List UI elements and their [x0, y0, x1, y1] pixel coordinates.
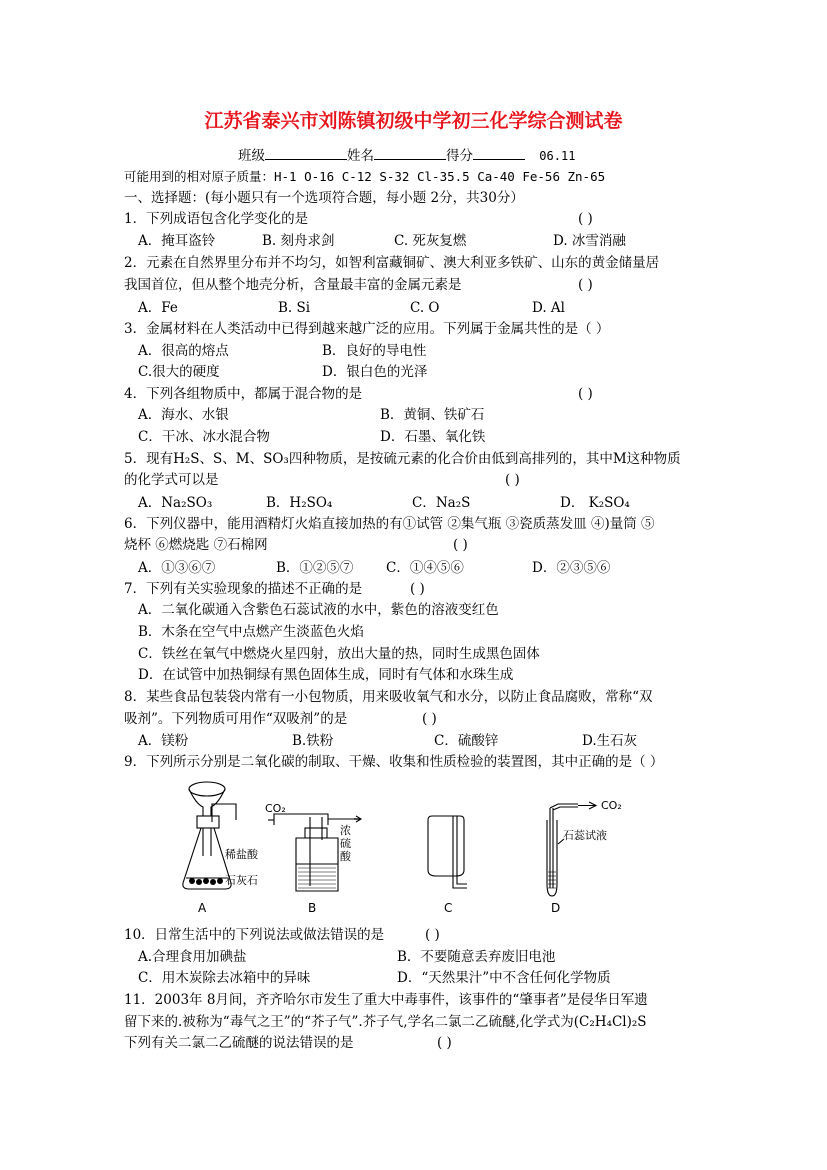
q5-answer-paren: ( )	[505, 472, 520, 488]
q5-stem-line1: 5．现有H₂S、S、M、SO₃四种物质，是按硫元素的化合价由低到高排列的，其中M这种物质	[124, 451, 681, 467]
q6-option-a: A．①③⑥⑦	[138, 560, 216, 576]
q1-option-b: B. 刻舟求剑	[262, 233, 335, 249]
q10-stem: 10．日常生活中的下列说法或做法错误的是	[124, 927, 385, 943]
q1-option-a: A．掩耳盗铃	[138, 233, 216, 249]
q5-option-c: C．Na₂S	[412, 495, 471, 511]
q11-stem-line1: 11．2003年 8月间，齐齐哈尔市发生了重大中毒事件，该事件的“肇事者”是侵华日军遗	[124, 992, 648, 1008]
q4-option-a: A．海水、水银	[138, 407, 229, 423]
q7-option-a: A．二氧化碳通入含紫色石蕊试液的水中，紫色的溶液变红色	[138, 602, 499, 618]
q8-option-b: B.铁粉	[292, 733, 334, 749]
q4-answer-paren: ( )	[578, 386, 593, 402]
q8-option-a: A．镁粉	[138, 733, 189, 749]
q6-option-d: D．②③⑤⑥	[532, 560, 611, 576]
label-co2-d: CO₂	[601, 799, 622, 812]
label-conc-h2so4-2: 硫	[340, 837, 351, 850]
q3-option-c: C.很大的硬度	[138, 364, 220, 380]
label-litmus: 石蕊试液	[563, 829, 607, 842]
q10-option-a: A.合理食用加碘盐	[138, 949, 247, 965]
q2-stem-line1: 2．元素在自然界里分布并不均匀，如智利富藏铜矿、澳大利亚多铁矿、山东的黄金储量居	[124, 255, 660, 271]
q6-answer-paren: ( )	[453, 537, 468, 553]
q8-answer-paren: ( )	[422, 711, 437, 727]
q3-option-b: B．良好的导电性	[322, 343, 427, 359]
exam-date: 06.11	[539, 149, 576, 163]
q4-option-b: B．黄铜、铁矿石	[380, 407, 485, 423]
label-conc-h2so4-3: 酸	[340, 850, 351, 863]
q6-stem-line1: 6．下列仪器中，能用酒精灯火焰直接加热的有①试管 ②集气瓶 ③瓷质蒸发皿 ④)量筒 ⑤	[124, 516, 655, 532]
apparatus-figure	[170, 776, 650, 918]
q10-answer-paren: ( )	[425, 927, 440, 943]
q4-option-c: C．干冰、冰水混合物	[138, 429, 270, 445]
section-heading: 一、选择题：(每小题只有一个选项符合题，每小题 2分，共30分）	[124, 190, 524, 206]
q5-option-d: D． K₂SO₄	[560, 495, 630, 511]
q8-option-c: C．硫酸锌	[434, 733, 499, 749]
caption-b: B	[308, 901, 317, 915]
q11-stem-line2: 留下来的.被称为“毒气之王”的“芥子气”.芥子气,学名二氯二乙硫醚,化学式为(C₂H₄Cl)₂S	[124, 1014, 647, 1030]
q7-option-d: D．在试管中加热铜绿有黑色固体生成，同时有气体和水珠生成	[138, 667, 514, 683]
caption-c: C	[444, 901, 453, 915]
q10-option-b: B．不要随意丢弃废旧电池	[397, 949, 556, 965]
q2-option-a: A．Fe	[138, 300, 178, 316]
label-conc-h2so4-1: 浓	[340, 824, 351, 837]
q4-stem: 4．下列各组物质中，都属于混合物的是	[124, 386, 363, 402]
q8-option-d: D.生石灰	[582, 733, 638, 749]
q9-stem: 9．下列所示分别是二氧化碳的制取、干燥、收集和性质检验的装置图，其中正确的是（ ）	[124, 754, 664, 770]
q2-answer-paren: ( )	[578, 277, 593, 293]
name-blank	[374, 146, 446, 160]
q7-option-b: B．木条在空气中点燃产生淡蓝色火焰	[138, 624, 364, 640]
q3-stem: 3．金属材料在人类活动中已得到越来越广泛的应用。下列属于金属共性的是（ ）	[124, 321, 610, 337]
score-blank	[473, 146, 525, 160]
apparatus-a	[183, 782, 236, 889]
caption-d: D	[551, 901, 561, 915]
q10-option-c: C．用木炭除去冰箱中的异味	[138, 970, 311, 986]
q6-option-b: B．①②⑤⑦	[276, 560, 354, 576]
q6-option-c: C．①④⑤⑥	[386, 560, 464, 576]
label-co2-b: CO₂	[265, 802, 286, 815]
q11-stem-line3: 下列有关二氯二乙硫醚的说法错误的是	[124, 1035, 354, 1051]
q5-stem-line2: 的化学式可以是	[124, 472, 219, 488]
q1-answer-paren: ( )	[578, 211, 593, 227]
apparatus-d	[547, 804, 578, 896]
caption-a: A	[198, 901, 207, 915]
q11-answer-paren: ( )	[437, 1035, 452, 1051]
name-label: 姓名	[347, 148, 374, 164]
q7-answer-paren: ( )	[410, 581, 425, 597]
q4-option-d: D．石墨、氧化铁	[380, 429, 486, 445]
q3-option-a: A．很高的熔点	[138, 343, 229, 359]
q1-stem: 1．下列成语包含化学变化的是	[124, 211, 309, 227]
exam-header	[238, 146, 575, 165]
q2-option-c: C. O	[410, 300, 440, 316]
q7-option-c: C．铁丝在氧气中燃烧火星四射，放出大量的热，同时生成黑色固体	[138, 646, 540, 662]
q10-option-d: D．“天然果汁”中不含任何化学物质	[397, 970, 611, 986]
q1-option-d: D. 冰雪消融	[553, 233, 626, 249]
label-dilute-hcl: 稀盐酸	[225, 848, 258, 861]
apparatus-c	[428, 816, 467, 888]
label-limestone: 石灰石	[225, 874, 258, 887]
q6-stem-line2: 烧杯 ⑥燃烧匙 ⑦石棉网	[124, 537, 268, 553]
q2-option-d: D. Al	[532, 300, 565, 316]
class-blank	[265, 146, 347, 160]
atomic-mass-line: 可能用到的相对原子质量：H-1 O-16 C-12 S-32 Cl-35.5 Ca-40 Fe-56 Zn-65	[124, 169, 606, 184]
q1-option-c: C. 死灰复燃	[394, 233, 467, 249]
score-label: 得分	[446, 148, 473, 164]
q8-stem-line2: 吸剂”。下列物质可用作“双吸剂”的是	[124, 711, 348, 727]
q3-option-d: D．银白色的光泽	[322, 364, 428, 380]
page-title: 江苏省泰兴市刘陈镇初级中学初三化学综合测试卷	[204, 110, 623, 132]
q7-stem: 7．下列有关实验现象的描述不正确的是	[124, 581, 363, 597]
q5-option-a: A．Na₂SO₃	[138, 495, 213, 511]
q8-stem-line1: 8．某些食品包装袋内常有一小包物质，用来吸收氧气和水分，以防止食品腐败，常称“双	[124, 689, 653, 705]
q5-option-b: B．H₂SO₄	[266, 495, 333, 511]
q2-stem-line2: 我国首位，但从整个地壳分析，含量最丰富的金属元素是	[124, 277, 462, 293]
class-label: 班级	[238, 148, 265, 164]
q2-option-b: B. Si	[278, 300, 311, 316]
